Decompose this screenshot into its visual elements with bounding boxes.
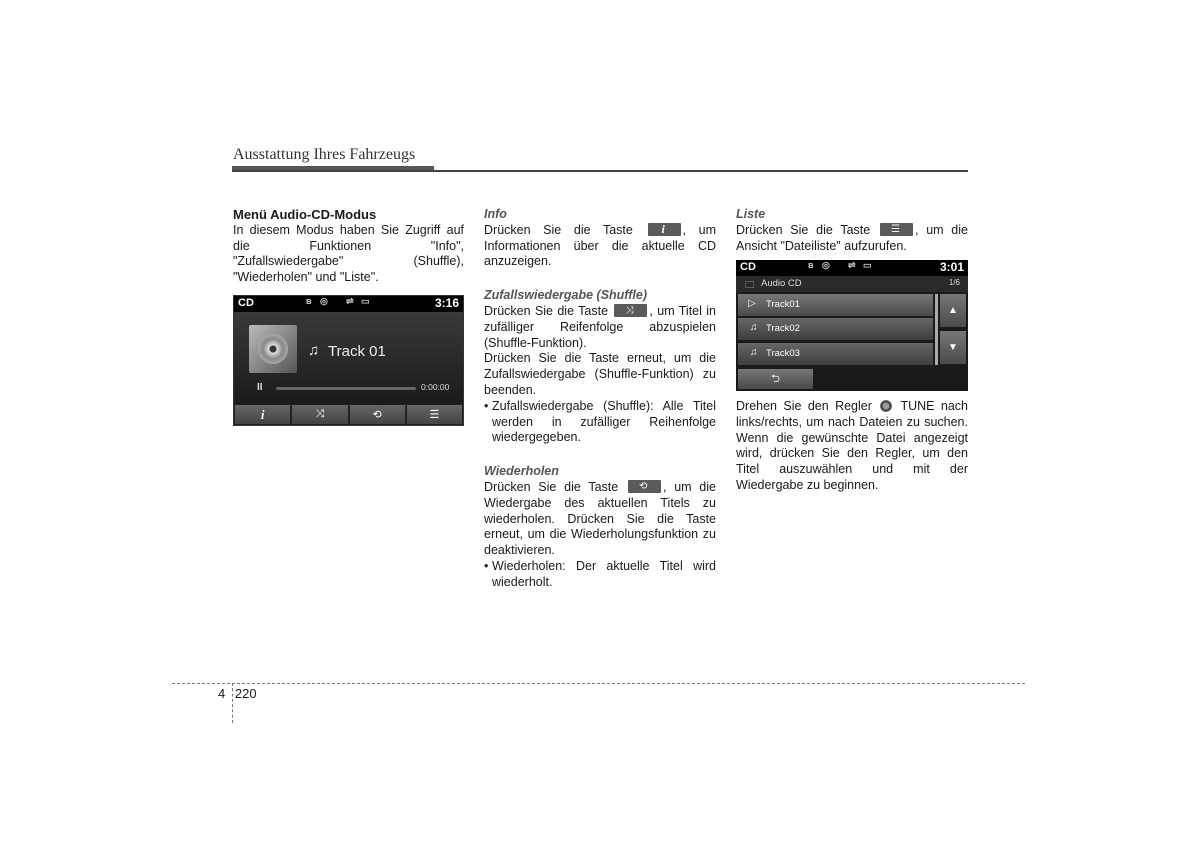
shuffle-icon: ⤨ [315, 408, 325, 420]
pause-icon[interactable]: II [257, 382, 263, 393]
scrollbar[interactable] [935, 294, 938, 365]
function-buttons [234, 404, 463, 425]
repeat-button[interactable] [350, 405, 405, 424]
scroll-down-button[interactable] [940, 331, 966, 364]
list-text-pre: Drücken Sie die Taste [736, 222, 871, 237]
repeat-icon: ⟲ [372, 409, 382, 421]
track-row-2[interactable] [738, 318, 933, 340]
music-note-icon: ♫ [750, 322, 758, 333]
source-label: CD [238, 297, 254, 309]
status-bar [234, 296, 463, 312]
intro-paragraph: In diesem Modus haben Sie Zugriff auf die Funktionen "Info", "Zufallswiedergabe" (Shuffle), "Wiederholen" und "Liste". [233, 222, 464, 285]
info-text-pre: Drücken Sie die Taste [484, 222, 633, 237]
triangle-up-icon: ▲ [948, 305, 958, 316]
album-art [249, 325, 297, 373]
page-number-value: 220 [234, 686, 257, 701]
page-indicator: 1/6 [948, 278, 960, 287]
track-row-1[interactable] [738, 294, 933, 316]
battery-icon: ▭ [361, 296, 370, 306]
battery-icon-2: ▭ [863, 260, 872, 270]
usb-icon-2: ⇌ [848, 260, 856, 270]
info-paragraph [484, 223, 716, 270]
column-3 [736, 207, 968, 254]
track-title: Track 01 [328, 343, 386, 360]
music-note-icon: ♫ [308, 342, 320, 359]
repeat-paragraph [484, 480, 716, 559]
folder-name: Audio CD [761, 278, 802, 289]
list-icon: ☰ [429, 409, 440, 421]
track-name: Track01 [766, 299, 800, 310]
play-icon: ▷ [748, 298, 756, 309]
repeat-heading: Wiederholen [484, 464, 559, 479]
column-1 [233, 207, 464, 286]
tune-knob-icon [880, 400, 892, 412]
info-button[interactable] [235, 405, 290, 424]
track-name: Track03 [766, 348, 800, 359]
shuffle-key-icon: ⤨ [614, 304, 647, 317]
bluetooth-icon-2: ʙ [808, 260, 814, 270]
file-list-screen [736, 260, 968, 391]
bluetooth-icon: ʙ [306, 296, 312, 306]
list-button[interactable] [407, 405, 462, 424]
cd-playback-screen [233, 295, 464, 426]
shuffle-paragraph-2: Drücken Sie die Taste erneut, um die Zufallswiedergabe (Shuffle-Funktion) zu beenden. [484, 351, 716, 397]
tune-text-pre: Drehen Sie den Regler [736, 399, 872, 413]
return-arrow-icon: ⮌ [771, 372, 780, 385]
shuffle-text-post: , um Titel in zufälliger Reifenfolge abzuspielen (Shuffle-Funktion). [484, 303, 716, 350]
disc-icon [258, 334, 288, 364]
progress-bar[interactable] [276, 387, 416, 390]
info-heading: Info [484, 207, 507, 221]
page-number [218, 686, 257, 701]
clock: 3:16 [434, 296, 459, 310]
disc-status-icon-2: ◎ [822, 260, 830, 270]
elapsed-time: 0:00:00 [421, 382, 450, 392]
clock-2: 3:01 [939, 260, 964, 274]
music-note-icon: ♫ [750, 347, 758, 358]
repeat-text-post: , um die Wiedergabe des aktuellen Titels zu wiederholen. Drücken Sie die Taste erneut, um die Wiederholungsfunktion zu deaktivieren. [484, 479, 716, 558]
footer-rule [172, 683, 1025, 684]
back-button[interactable] [738, 369, 813, 389]
list-key-icon: ☰ [880, 223, 913, 236]
info-text-post: , um Informationen über die aktuelle CD anzuzeigen. [484, 222, 716, 269]
shuffle-heading: Zufallswiedergabe (Shuffle) [484, 288, 647, 303]
header-rule [232, 170, 968, 172]
repeat-text-pre: Drücken Sie die Taste [484, 479, 619, 494]
section-heading: Menü Audio-CD-Modus [233, 207, 377, 222]
info-key-icon: i [648, 223, 681, 236]
repeat-bullet: • Wiederholen: Der aktuelle Titel wird wiederholt. [484, 558, 716, 589]
list-text-post: , um die Ansicht "Dateiliste" aufzurufen. [736, 222, 968, 253]
folder-icon: 🗀 [745, 280, 755, 291]
page-header-title: Ausstattung Ihres Fahrzeugs [233, 146, 416, 163]
tune-paragraph-block [736, 399, 968, 494]
triangle-down-icon: ▼ [948, 342, 958, 353]
disc-status-icon: ◎ [320, 296, 328, 306]
track-row-3[interactable] [738, 343, 933, 365]
tune-text-post: TUNE nach links/rechts, um nach Dateien zu suchen. Wenn die gewünschte Datei angezeigt wird, drücken Sie den Regler, um den Titel auszuwählen und mit der Wiedergabe zu beginnen. [736, 399, 968, 492]
usb-icon: ⇌ [346, 296, 354, 306]
chapter-number: 4 [218, 686, 226, 701]
repeat-key-icon: ⟲ [628, 480, 661, 493]
now-playing-area [234, 312, 463, 404]
shuffle-bullet: • Zufallswiedergabe (Shuffle): Alle Titel werden in zufälliger Reihenfolge wiedergegeben. [484, 398, 716, 445]
shuffle-button[interactable] [292, 405, 347, 424]
tune-paragraph [736, 399, 968, 494]
folder-bar [736, 276, 968, 292]
track-name: Track02 [766, 323, 800, 334]
info-icon: i [260, 406, 265, 422]
status-bar-2 [736, 260, 968, 276]
scroll-up-button[interactable] [940, 294, 966, 327]
column-2 [484, 207, 716, 591]
list-paragraph [736, 223, 968, 255]
shuffle-paragraph [484, 304, 716, 351]
shuffle-text-pre: Drücken Sie die Taste [484, 303, 609, 318]
list-heading: Liste [736, 207, 766, 221]
source-label-2: CD [740, 261, 756, 273]
